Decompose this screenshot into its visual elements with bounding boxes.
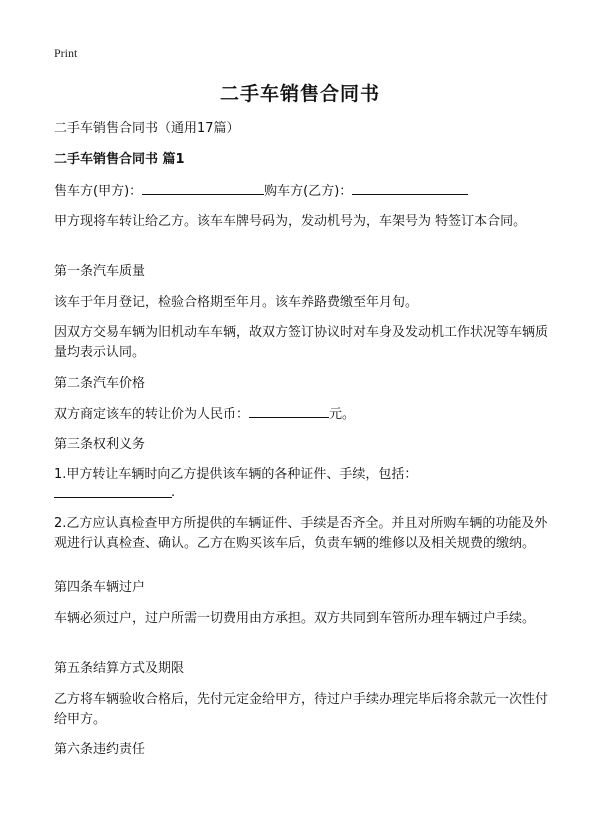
article1-title: 第一条汽车质量: [54, 264, 146, 279]
article3-item1: 1.甲方转让车辆时向乙方提供该车辆的各种证件、手续，包括：: [54, 467, 418, 482]
buyer-label: 购车方(乙方)：: [264, 184, 353, 199]
documents-blank: [54, 497, 172, 498]
article4-paragraph1: 车辆必须过户，过户所需一切费用由方承担。双方共同到车管所办理车辆过户手续。: [54, 611, 536, 626]
parties-line: [54, 181, 554, 202]
article3-item1-end: .: [171, 485, 176, 500]
article2-paragraph1: [54, 404, 554, 425]
price-prefix: 双方商定该车的转让价为人民币：: [54, 407, 250, 422]
document-title: 二手车销售合同书: [219, 83, 380, 105]
seller-blank: [142, 181, 264, 195]
article6-title: 第六条违约责任: [54, 742, 146, 757]
article1-paragraph2: 因双方交易车辆为旧机动车车辆，故双方签订协议时对车身及发动机工作状况等车辆质量均表示认同。: [54, 325, 549, 360]
buyer-blank: [352, 181, 468, 195]
price-suffix: 元。: [329, 407, 356, 422]
article1-paragraph1: 该车于年月登记，检验合格期至年月。该车养路费缴至年月旬。: [54, 295, 419, 310]
seller-label: 售车方(甲方)：: [54, 184, 143, 199]
article4-title: 第四条车辆过户: [54, 580, 146, 595]
article3-title: 第三条权利义务: [54, 437, 146, 452]
article2-title: 第二条汽车价格: [54, 376, 146, 391]
article3-item2: 2.乙方应认真检查甲方所提供的车辆证件、手续是否齐全。并且对所购车辆的功能及外观进行认真检查、确认。乙方在购买该车后，负责车辆的维修以及相关规费的缴纳。: [54, 516, 548, 551]
intro-paragraph: 甲方现将车转让给乙方。该车车牌号码为，发动机号为，车架号为 特签订本合同。: [54, 214, 527, 229]
print-label[interactable]: Print: [54, 46, 78, 60]
article5-paragraph1: 乙方将车辆验收合格后，先付元定金给甲方，待过户手续办理完毕后将余款元一次性付给甲方。: [54, 692, 549, 727]
document-subtitle: 二手车销售合同书（通用17篇）: [54, 121, 240, 136]
price-blank: [249, 404, 329, 418]
section-heading: 二手车销售合同书 篇1: [54, 152, 185, 167]
article5-title: 第五条结算方式及期限: [54, 661, 185, 676]
